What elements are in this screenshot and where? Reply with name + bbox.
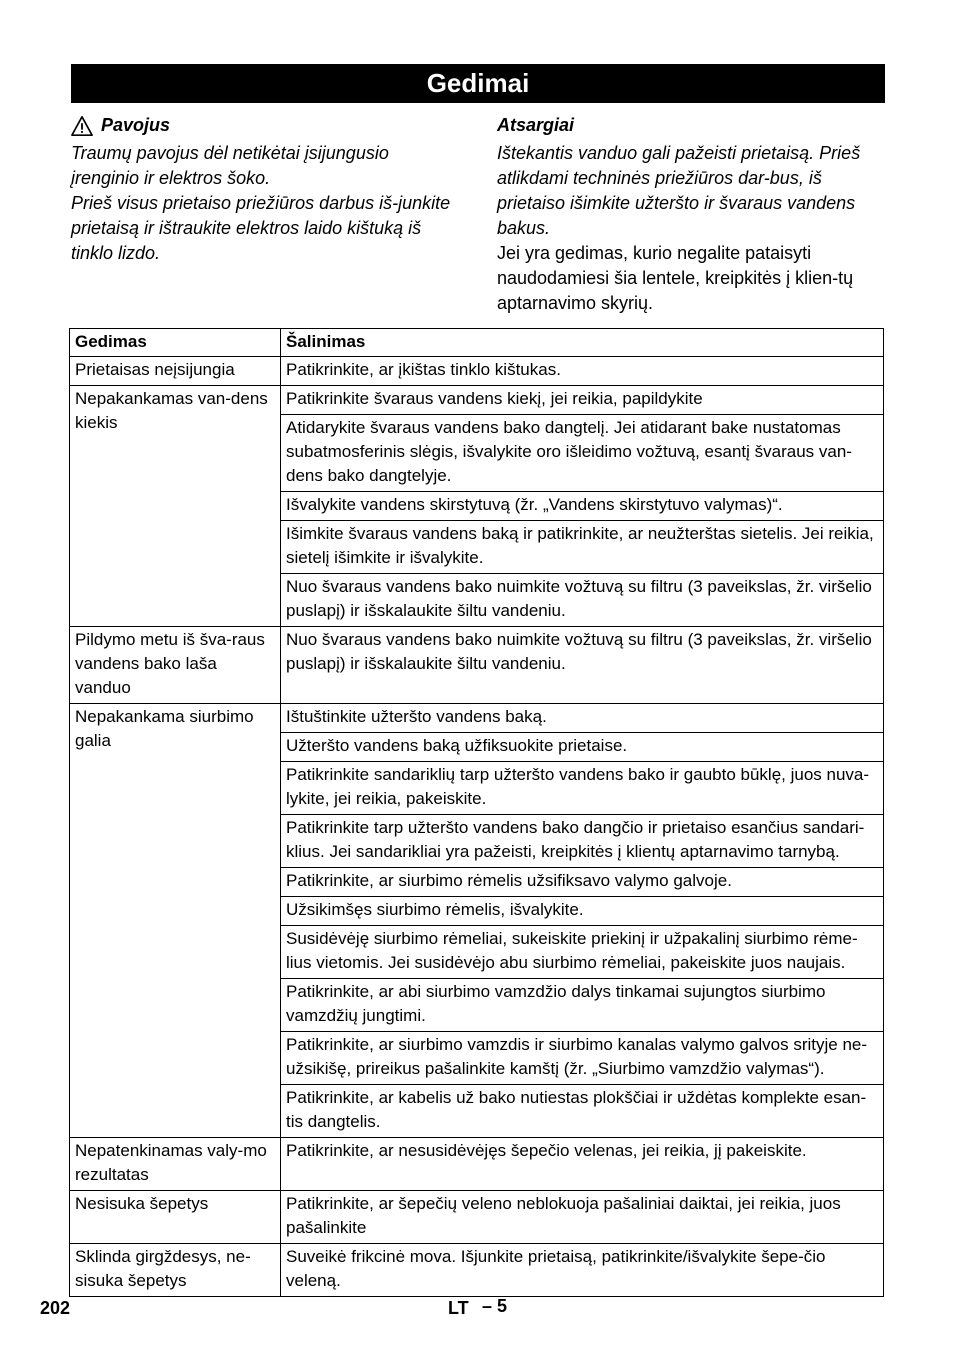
- remedy-item: Išvalykite vandens skirstytuvą (žr. „Vandens skirstytuvo valymas)“.: [281, 492, 883, 521]
- remedy-cell: [281, 627, 884, 704]
- remedy-item: Nuo švaraus vandens bako nuimkite vožtuvą su filtru (3 paveikslas, žr. viršelio puslapį) ir išskalaukite šiltu vandeniu.: [286, 630, 872, 673]
- page-number: 202: [40, 1298, 71, 1318]
- table-row: [70, 1244, 884, 1297]
- remedy-item: Suveikė frikcinė mova. Išjunkite prietaisą, patikrinkite/išvalykite šepe-čio veleną.: [286, 1247, 826, 1290]
- remedy-item: Patikrinkite, ar nesusidėvėjęs šepečio velenas, jei reikia, jį pakeiskite.: [286, 1141, 807, 1160]
- remedy-item: Patikrinkite, ar siurbimo vamzdis ir siurbimo kanalas valymo galvos srityje ne-užsikišę, prireikus pašalinkite kamštį (žr. „Siurbimo vamzdžio valymas“).: [281, 1032, 883, 1085]
- remedy-item: Patikrinkite sandariklių tarp užteršto vandens bako ir gaubto būklę, juos nuva-lykite, jei reikia, pakeiskite.: [281, 762, 883, 815]
- header-fault: Gedimas: [70, 329, 281, 357]
- remedy-cell: [281, 386, 884, 627]
- fault-cell: Nepakankamas van-dens kiekis: [70, 386, 281, 627]
- caution-notice: [497, 113, 887, 316]
- remedy-cell: [281, 1244, 884, 1297]
- remedy-cell: [281, 357, 884, 386]
- remedy-item: Patikrinkite, ar įkištas tinklo kištukas.: [286, 360, 561, 379]
- fault-cell: Prietaisas neįsijungia: [70, 357, 281, 386]
- remedy-item: Užsikimšęs siurbimo rėmelis, išvalykite.: [281, 897, 883, 926]
- remedy-item: Patikrinkite, ar šepečių veleno neblokuoja pašaliniai daiktai, jei reikia, juos pašalinkite: [286, 1194, 841, 1237]
- caution-text-2: Jei yra gedimas, kurio negalite pataisyti naudodamiesi šia lentele, kreipkitės į klien-tų aptarnavimo skyrių.: [497, 243, 854, 313]
- danger-heading-text: Pavojus: [101, 115, 171, 135]
- remedy-item: Patikrinkite, ar siurbimo rėmelis užsifiksavo valymo galvoje.: [281, 868, 883, 897]
- fault-cell: Pildymo metu iš šva-raus vandens bako laša vanduo: [70, 627, 281, 704]
- section-number: – 5: [482, 1296, 508, 1316]
- warning-triangle-icon: [71, 115, 93, 137]
- remedy-item: Užteršto vandens baką užfiksuokite prietaise.: [281, 733, 883, 762]
- fault-cell: Sklinda girgždesys, ne-sisuka šepetys: [70, 1244, 281, 1297]
- remedy-item: Patikrinkite, ar kabelis už bako nutiestas plokščiai ir uždėtas komplekte esan-tis dangtelis.: [286, 1088, 867, 1131]
- remedy-item: Ištuštinkite užteršto vandens baką.: [281, 704, 883, 733]
- fault-cell: Nesisuka šepetys: [70, 1191, 281, 1244]
- danger-text-1: Traumų pavojus dėl netikėtai įsijungusio įrenginio ir elektros šoko.: [71, 143, 389, 188]
- remedy-item: Patikrinkite tarp užteršto vandens bako dangčio ir prietaiso esančius sandari-klius. Jei sandarikliai yra pažeisti, kreipkitės į klientų aptarnavimo tarnybą.: [281, 815, 883, 868]
- table-row: [70, 1191, 884, 1244]
- table-header-row: [70, 329, 884, 357]
- remedy-cell: [281, 1191, 884, 1244]
- table-row: [70, 1138, 884, 1191]
- caution-heading: [497, 113, 887, 138]
- remedy-item: Išimkite švaraus vandens baką ir patikrinkite, ar neužterštas sietelis. Jei reikia, sietelį išimkite ir išvalykite.: [281, 521, 883, 574]
- danger-notice: [71, 113, 461, 266]
- fault-cell: Nepatenkinamas valy-mo rezultatas: [70, 1138, 281, 1191]
- danger-text-2: Prieš visus prietaiso priežiūros darbus iš-junkite prietaisą ir ištraukite elektros laido kištuką iš tinklo lizdo.: [71, 193, 451, 263]
- fault-cell: Nepakankama siurbimo galia: [70, 704, 281, 1138]
- remedy-item: Atidarykite švaraus vandens bako dangtelį. Jei atidarant bake nustatomas subatmosferinis slėgis, išvalykite oro išleidimo vožtuvą, esantį švaraus van-dens bako dangtelyje.: [281, 415, 883, 492]
- remedy-item: Susidėvėję siurbimo rėmeliai, sukeiskite priekinį ir užpakalinį siurbimo rėme-lius vietomis. Jei susidėvėjo abu siurbimo rėmeliai, pakeiskite juos naujais.: [281, 926, 883, 979]
- page-title: Gedimai: [71, 64, 885, 103]
- table-row: [70, 704, 884, 1138]
- table-row: [70, 386, 884, 627]
- language-code: LT: [448, 1298, 469, 1318]
- remedy-cell: [281, 1138, 884, 1191]
- table-row: [70, 627, 884, 704]
- remedy-item: Nuo švaraus vandens bako nuimkite vožtuvą su filtru (3 paveikslas, žr. viršelio puslapį) ir išskalaukite šiltu vandeniu.: [286, 577, 872, 620]
- danger-heading: [71, 113, 461, 138]
- troubleshooting-table: [69, 328, 884, 1297]
- caution-text-1: Ištekantis vanduo gali pažeisti prietaisą. Prieš atlikdami techninės priežiūros dar-bus, iš prietaiso išimkite užteršto ir švaraus vandens bakus.: [497, 143, 861, 238]
- remedy-cell: [281, 704, 884, 1138]
- header-remedy: Šalinimas: [281, 329, 884, 357]
- remedy-item: Patikrinkite švaraus vandens kiekį, jei reikia, papildykite: [281, 386, 883, 415]
- remedy-item: Patikrinkite, ar abi siurbimo vamzdžio dalys tinkamai sujungtos siurbimo vamzdžių jungtimi.: [281, 979, 883, 1032]
- table-row: [70, 357, 884, 386]
- caution-heading-text: Atsargiai: [497, 115, 575, 135]
